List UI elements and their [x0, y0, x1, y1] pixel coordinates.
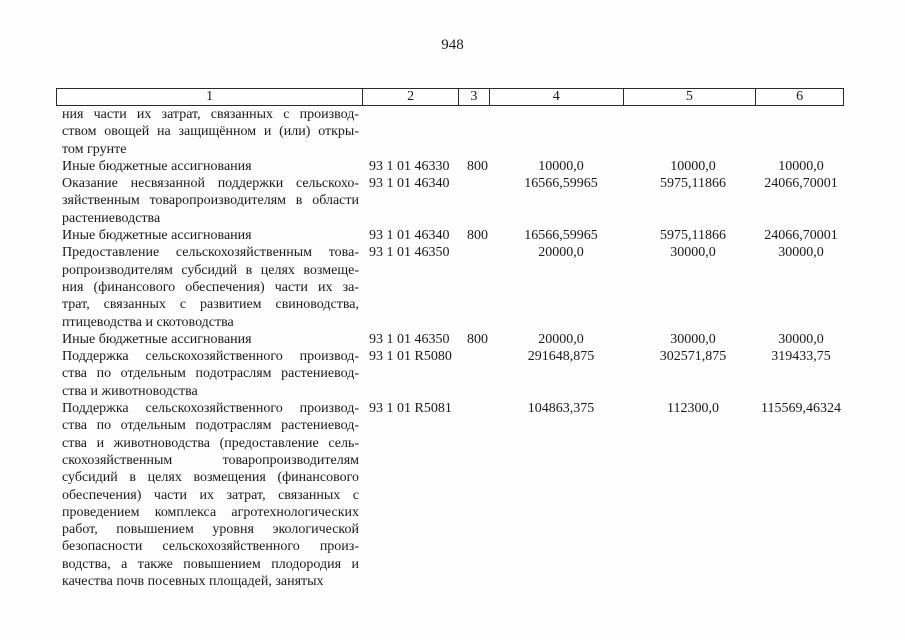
- header-col-2: 2: [363, 89, 459, 105]
- row-description: [62, 244, 359, 330]
- row-code: 93 1 01 R5081: [369, 401, 452, 417]
- row-value-col6: 30000,0: [778, 331, 824, 347]
- header-col-6: 6: [796, 89, 804, 104]
- description-line: Иные бюджетные ассигнования: [62, 158, 252, 174]
- row-code: 93 1 01 46330: [369, 158, 450, 174]
- row-value-col5: 30000,0: [670, 245, 716, 261]
- row-code: 93 1 01 46350: [369, 245, 450, 261]
- table-row: [62, 331, 852, 348]
- row-value-col5: 302571,875: [659, 349, 727, 365]
- row-value-col6: 10000,0: [778, 158, 824, 174]
- row-value-col6: 30000,0: [778, 245, 824, 261]
- row-value-col6: 24066,70001: [764, 176, 838, 192]
- row-value-col4: 20000,0: [538, 245, 584, 261]
- row-value-col5: 30000,0: [670, 331, 716, 347]
- description-line: безопасности сельскохозяйственного произ-: [62, 539, 359, 555]
- header-col-3: 3: [459, 89, 490, 105]
- row-expense-type: 800: [467, 228, 488, 244]
- description-line: растениеводства: [62, 210, 161, 226]
- row-code: 93 1 01 R5080: [369, 349, 452, 365]
- row-code: 93 1 01 46340: [369, 228, 450, 244]
- header-col-1: 1: [57, 89, 363, 105]
- row-value-col6: 319433,75: [771, 349, 831, 365]
- description-line: скохозяйственным товаропроизводителям: [62, 452, 359, 468]
- description-line: обеспечения) части их затрат, связанных с: [62, 487, 359, 503]
- description-line: ства и животноводства (предоставление сель-: [62, 435, 359, 451]
- description-line: Оказание несвязанной поддержки сельскохо-: [62, 176, 359, 192]
- row-description: [62, 175, 359, 227]
- row-value-col5: 5975,11866: [660, 228, 726, 244]
- description-line: Поддержка сельскохозяйственного производ-: [62, 349, 359, 365]
- row-code: 93 1 01 46350: [369, 331, 450, 347]
- description-line: ства по отдельным подотраслям растениевод-: [62, 366, 359, 382]
- header-col-4: 4: [490, 89, 624, 105]
- description-line: ством овощей на защищённом и (или) откры-: [62, 124, 359, 140]
- description-line: Иные бюджетные ассигнования: [62, 228, 252, 244]
- description-line: ния (финансового обеспечения) части их за-: [62, 279, 359, 295]
- table-row: [62, 348, 852, 400]
- description-line: работ, повышением уровня экологической: [62, 522, 359, 538]
- table-header: [56, 88, 844, 106]
- row-value-col6: 24066,70001: [764, 228, 838, 244]
- row-description: [62, 106, 359, 158]
- row-value-col5: 5975,11866: [660, 176, 726, 192]
- table-row: [62, 244, 852, 330]
- description-line: Поддержка сельскохозяйственного производ-: [62, 401, 359, 417]
- row-description: [62, 348, 359, 400]
- row-value-col5: 10000,0: [670, 158, 716, 174]
- table-row: [62, 227, 852, 244]
- description-line: ния части их затрат, связанных с производ-: [62, 107, 359, 122]
- row-value-col4: 16566,59965: [524, 176, 598, 192]
- row-value-col4: 16566,59965: [524, 228, 598, 244]
- row-code: 93 1 01 46340: [369, 176, 450, 192]
- description-line: проведением комплекса агротехнологических: [62, 504, 359, 520]
- page-number: 948: [441, 37, 464, 53]
- description-line: том грунте: [62, 141, 127, 157]
- row-value-col4: 291648,875: [527, 349, 595, 365]
- description-line: ства и животноводства: [62, 383, 198, 399]
- row-description: [62, 158, 359, 175]
- row-description: [62, 400, 359, 590]
- row-value-col4: 104863,375: [527, 401, 595, 417]
- row-expense-type: 800: [467, 331, 488, 347]
- description-line: трат, связанных с развитием свиноводства,: [62, 297, 359, 313]
- description-line: Предоставление сельскохозяйственным това-: [62, 245, 359, 261]
- row-description: [62, 227, 359, 244]
- description-line: качества почв посевных площадей, занятых: [62, 574, 324, 590]
- description-line: зяйственным товаропроизводителям в области: [62, 193, 359, 209]
- table-row: [62, 175, 852, 227]
- row-value-col5: 112300,0: [667, 401, 719, 417]
- table-row: [62, 106, 852, 158]
- table-body: [62, 106, 852, 590]
- description-line: субсидий в целях возмещения (финансового: [62, 470, 359, 486]
- description-line: ропроизводителям субсидий в целях возмеще-: [62, 262, 359, 278]
- header-col-5: 5: [624, 89, 757, 105]
- description-line: водства, а также повышением плодородия и: [62, 556, 359, 572]
- row-value-col4: 10000,0: [538, 158, 584, 174]
- table-row: [62, 158, 852, 175]
- row-description: [62, 331, 359, 348]
- row-value-col6: 115569,46324: [761, 401, 841, 417]
- description-line: Иные бюджетные ассигнования: [62, 331, 252, 347]
- description-line: птицеводства и скотоводства: [62, 314, 234, 330]
- table-row: [62, 400, 852, 590]
- row-expense-type: 800: [467, 158, 488, 174]
- row-value-col4: 20000,0: [538, 331, 584, 347]
- description-line: ства по отдельным подотраслям растениевод-: [62, 418, 359, 434]
